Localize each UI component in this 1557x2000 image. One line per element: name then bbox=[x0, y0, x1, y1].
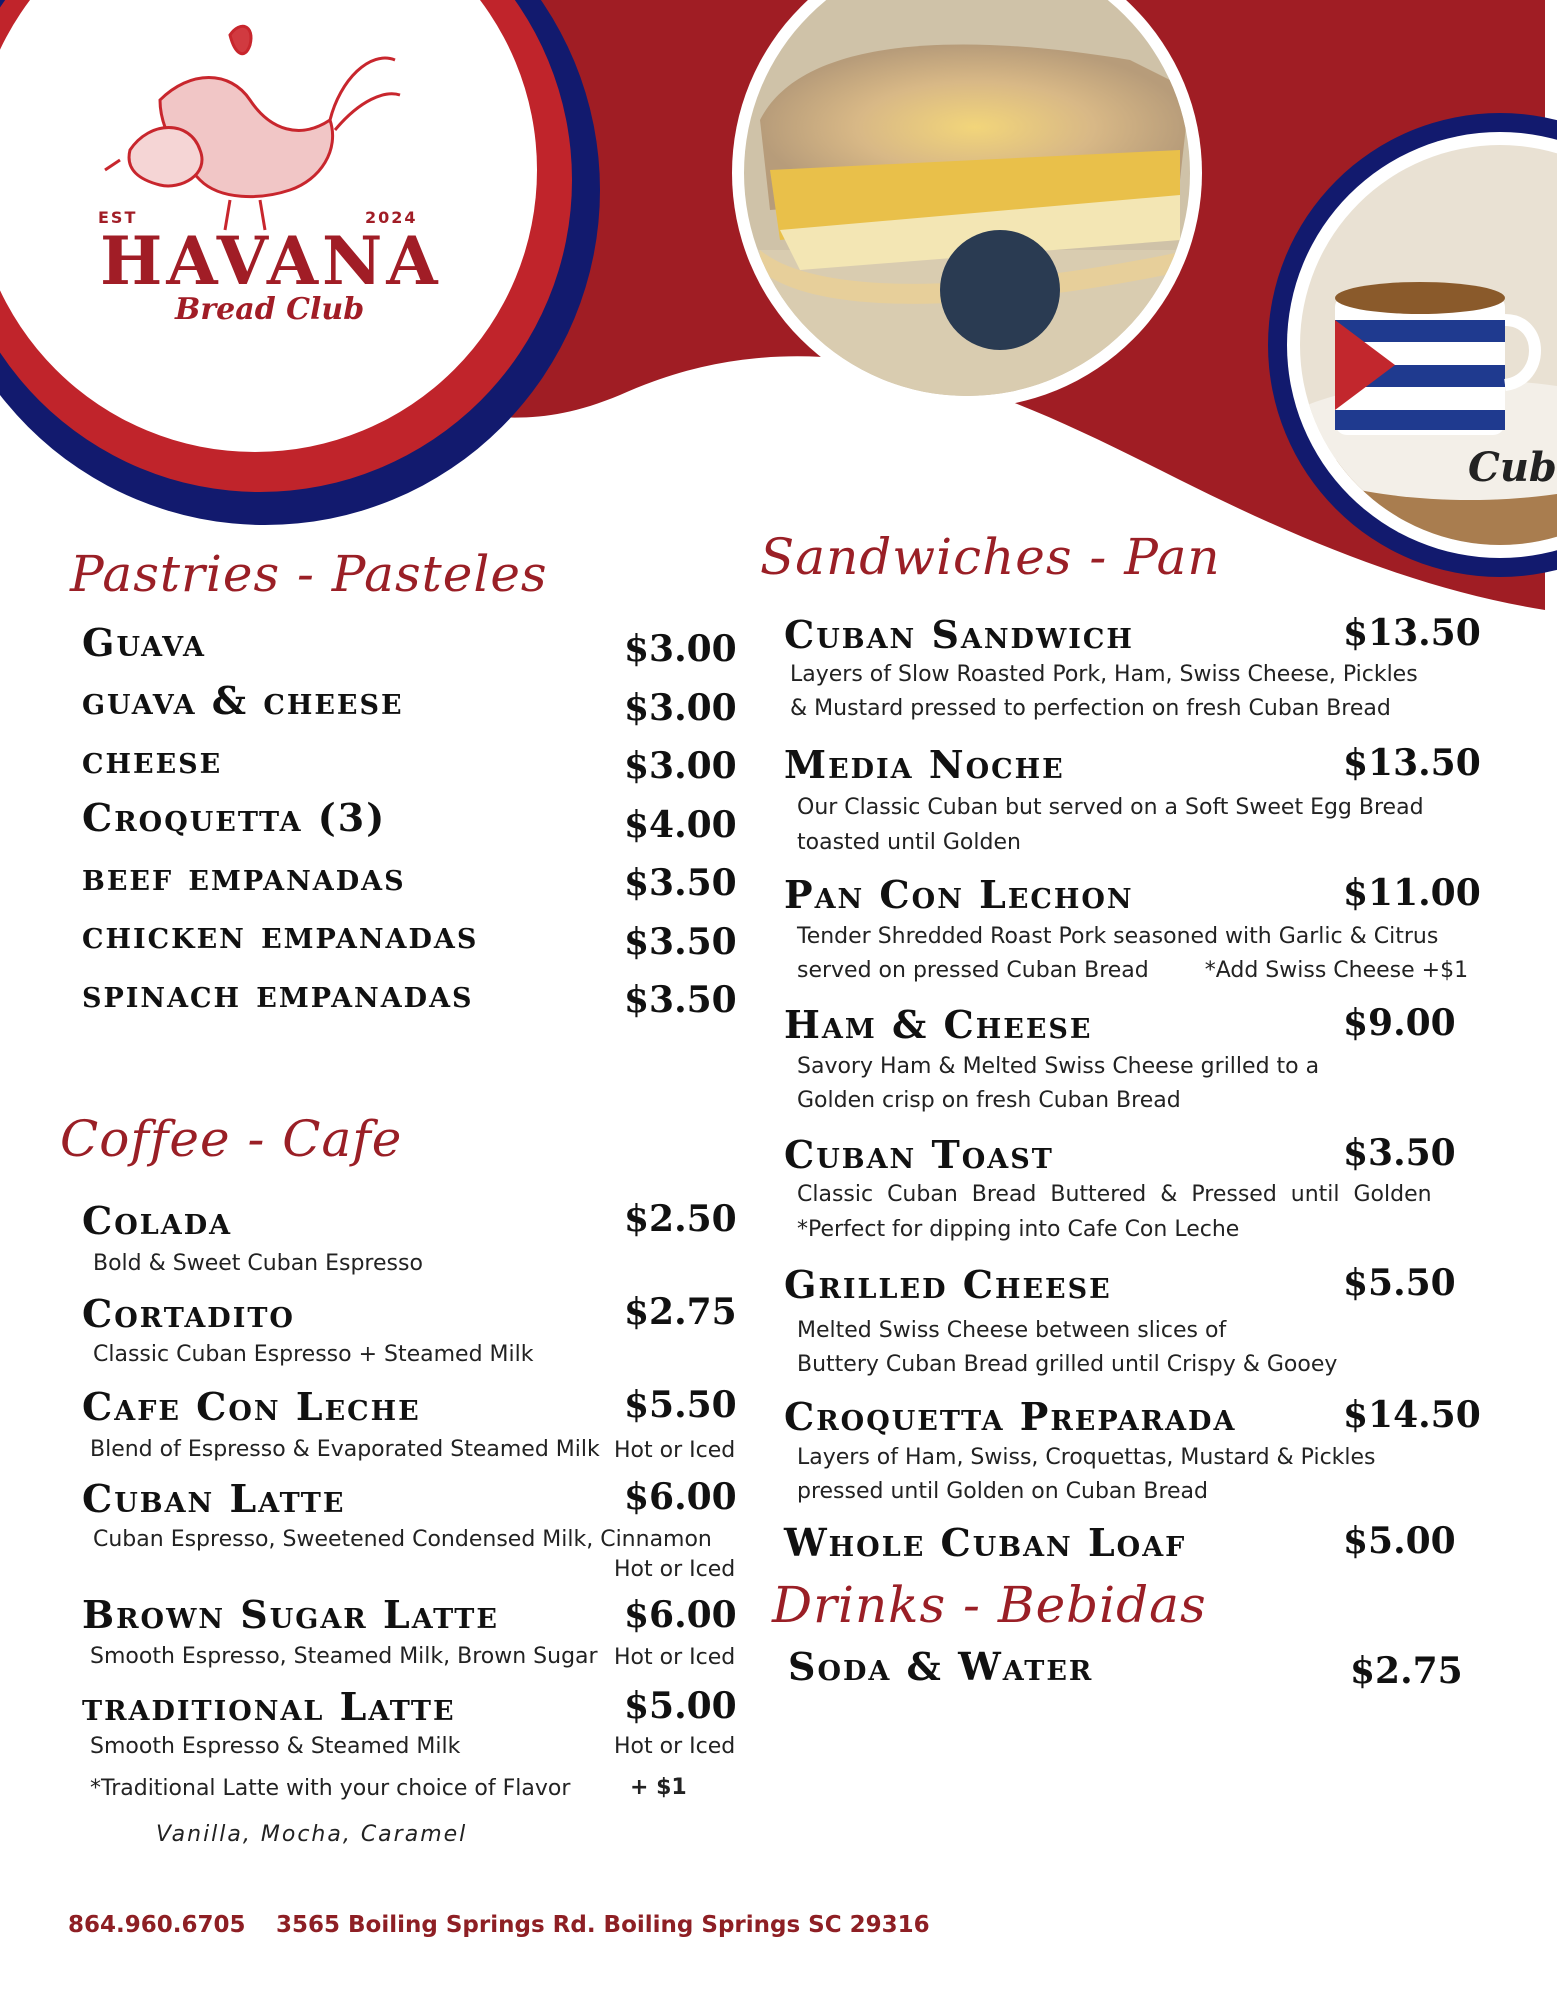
menu-item-description: Tender Shredded Roast Pork seasoned with Garlic & Citrus bbox=[797, 924, 1439, 949]
menu-item-name: Soda & Water bbox=[788, 1644, 1094, 1689]
menu-item-name: guava & cheese bbox=[82, 678, 404, 723]
menu-item-price: $6.00 bbox=[624, 1476, 737, 1518]
menu-item-name: Cuban Sandwich bbox=[784, 612, 1134, 657]
menu-item-description: Smooth Espresso & Steamed Milk bbox=[90, 1734, 461, 1759]
menu-item-name: Whole Cuban Loaf bbox=[784, 1520, 1187, 1565]
flavor-options: Vanilla, Mocha, Caramel bbox=[156, 1822, 468, 1847]
menu-item-description: Cuban Espresso, Sweetened Condensed Milk, Cinnamon bbox=[93, 1527, 712, 1552]
menu-item-name: cheese bbox=[82, 737, 223, 782]
menu-item-description: Savory Ham & Melted Swiss Cheese grilled to a bbox=[797, 1054, 1320, 1079]
cup-print-text: Cub bbox=[1468, 444, 1557, 491]
menu-item-price: $3.50 bbox=[1343, 1132, 1456, 1174]
menu-item-name: Pan Con Lechon bbox=[784, 872, 1134, 917]
flavor-note: *Traditional Latte with your choice of Flavor bbox=[90, 1776, 571, 1801]
menu-item-price: $5.50 bbox=[1343, 1262, 1456, 1304]
menu-item-description: & Mustard pressed to perfection on fresh Cuban Bread bbox=[790, 696, 1391, 721]
menu-item-price: $3.50 bbox=[624, 979, 737, 1021]
menu-item-price: $2.75 bbox=[1350, 1650, 1463, 1692]
menu-item-description: Classic Cuban Espresso + Steamed Milk bbox=[93, 1342, 534, 1367]
menu-item-price: $13.50 bbox=[1343, 612, 1481, 654]
menu-item-description: toasted until Golden bbox=[797, 830, 1021, 855]
menu-item-price: $3.00 bbox=[624, 745, 737, 787]
menu-item-price: $3.50 bbox=[624, 921, 737, 963]
menu-item-name: Croquetta (3) bbox=[82, 795, 387, 840]
menu-item-name: Grilled Cheese bbox=[784, 1262, 1112, 1307]
menu-item-description: Smooth Espresso, Steamed Milk, Brown Sugar bbox=[90, 1644, 598, 1669]
menu-item-price: $5.00 bbox=[624, 1685, 737, 1727]
flavor-price: + $1 bbox=[630, 1775, 687, 1800]
menu-item-description: Layers of Ham, Swiss, Croquettas, Mustard & Pickles bbox=[797, 1445, 1376, 1470]
menu-item-name: Cafe Con Leche bbox=[82, 1384, 421, 1429]
menu-item-price: $6.00 bbox=[624, 1594, 737, 1636]
menu-item-price: $4.00 bbox=[624, 804, 737, 846]
menu-item-name: Croquetta Preparada bbox=[784, 1394, 1237, 1439]
footer-phone: 864.960.6705 bbox=[68, 1912, 246, 1938]
menu-item-description: Blend of Espresso & Evaporated Steamed Milk bbox=[90, 1437, 600, 1462]
menu-item-description: Melted Swiss Cheese between slices of bbox=[797, 1318, 1227, 1343]
menu-item-price: $14.50 bbox=[1343, 1394, 1481, 1436]
menu-item-price: $3.00 bbox=[624, 628, 737, 670]
menu-item-name: traditional Latte bbox=[82, 1684, 456, 1729]
menu-item-option: Hot or Iced bbox=[614, 1438, 736, 1463]
menu-item-option: Hot or Iced bbox=[614, 1734, 736, 1759]
pastries-heading: Pastries - Pasteles bbox=[70, 545, 548, 603]
logo-subtitle: Bread Club bbox=[175, 292, 365, 327]
logo-est-label: EST bbox=[98, 208, 138, 227]
menu-item-price: $5.00 bbox=[1343, 1520, 1456, 1562]
menu-item-name: chicken empanadas bbox=[82, 912, 479, 957]
menu-item-name: beef empanadas bbox=[82, 854, 406, 899]
sandwiches-heading: Sandwiches - Pan bbox=[760, 528, 1221, 586]
menu-item-price: $2.50 bbox=[624, 1198, 737, 1240]
footer-address: 3565 Boiling Springs Rd. Boiling Springs SC 29316 bbox=[276, 1912, 930, 1938]
menu-item-name: Ham & Cheese bbox=[784, 1002, 1093, 1047]
menu-item-price: $3.00 bbox=[624, 687, 737, 729]
menu-item-name: Cortadito bbox=[82, 1291, 295, 1336]
menu-item-option: Hot or Iced bbox=[614, 1645, 736, 1670]
menu-item-name: Media Noche bbox=[784, 742, 1065, 787]
coffee-heading: Coffee - Cafe bbox=[60, 1110, 403, 1168]
menu-item-price: $2.75 bbox=[624, 1291, 737, 1333]
drinks-heading: Drinks - Bebidas bbox=[772, 1576, 1207, 1634]
menu-item-name: Brown Sugar Latte bbox=[82, 1592, 499, 1637]
menu-item-description: Bold & Sweet Cuban Espresso bbox=[93, 1251, 423, 1276]
logo-year-label: 2024 bbox=[365, 208, 418, 227]
menu-item-name: Guava bbox=[82, 620, 206, 665]
menu-item-name: Cuban Toast bbox=[784, 1132, 1054, 1177]
menu-item-price: $5.50 bbox=[624, 1384, 737, 1426]
menu-item-description: Layers of Slow Roasted Pork, Ham, Swiss Cheese, Pickles bbox=[790, 662, 1418, 687]
menu-item-price: $11.00 bbox=[1343, 872, 1481, 914]
menu-item-description: pressed until Golden on Cuban Bread bbox=[797, 1479, 1208, 1504]
menu-item-name: Colada bbox=[82, 1198, 233, 1243]
menu-item-price: $9.00 bbox=[1343, 1002, 1456, 1044]
menu-item-description: Buttery Cuban Bread grilled until Crispy & Gooey bbox=[797, 1352, 1338, 1377]
menu-item-price: $3.50 bbox=[624, 862, 737, 904]
menu-item-description: served on pressed Cuban Bread *Add Swiss Cheese +$1 bbox=[797, 958, 1469, 983]
menu-item-price: $13.50 bbox=[1343, 742, 1481, 784]
menu-item-description: Our Classic Cuban but served on a Soft Sweet Egg Bread bbox=[797, 795, 1424, 820]
logo-name: HAVANA bbox=[100, 222, 442, 300]
menu-item-name: spinach empanadas bbox=[82, 971, 474, 1016]
menu-item-description: Classic Cuban Bread Buttered & Pressed until Golden bbox=[797, 1182, 1432, 1207]
menu-item-option: Hot or Iced bbox=[614, 1557, 736, 1582]
menu-item-name: Cuban Latte bbox=[82, 1476, 346, 1521]
menu-item-description: *Perfect for dipping into Cafe Con Leche bbox=[797, 1217, 1240, 1242]
menu-item-description: Golden crisp on fresh Cuban Bread bbox=[797, 1088, 1181, 1113]
